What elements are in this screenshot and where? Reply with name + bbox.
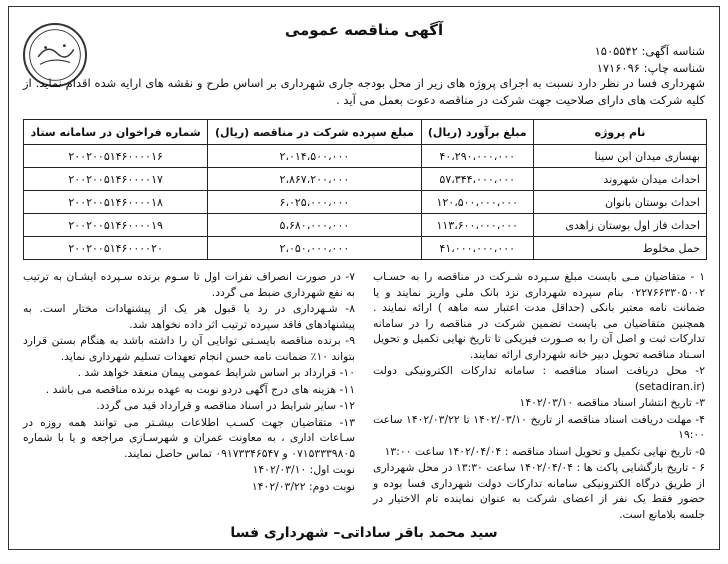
- condition-item: ۱۰- قرارداد بر اساس شرایط عمومی پیمان منعقد خواهد شد .: [77, 366, 355, 379]
- tender-notice: [8, 6, 720, 550]
- estimate-amount: ۵۷،۳۴۴،۰۰۰،۰۰۰: [421, 168, 533, 191]
- notice-meta: [595, 43, 705, 77]
- deposit-amount: ۲،۰۵۰،۰۰۰،۰۰۰: [208, 237, 421, 260]
- deposit-amount: ۵،۶۸۰،۰۰۰،۰۰۰: [208, 214, 421, 237]
- project-name: بهسازی میدان ابن سینا: [534, 145, 707, 168]
- table-row: [24, 214, 707, 237]
- condition-item: ۳- تاریخ انتشار اسناد مناقصه ۱۴۰۲/۰۳/۱۰: [519, 396, 705, 409]
- condition-item: ۹- برنده مناقصه بایسـتی توانایی آن را داشته باشد به هنگام بستن قرارد بتواند ۱۰٪ ضمانت نامه حسن انجام تعهدات تسلیم شهرداری نماید.: [23, 334, 355, 363]
- project-name: احداث میدان شهروند: [534, 168, 707, 191]
- notice-number: شناسه آگهی: ۱۵۰۵۵۴۲: [594, 44, 705, 58]
- estimate-amount: ۴۱،۰۰۰،۰۰۰،۰۰۰: [421, 237, 533, 260]
- condition-item: ۵- تاریخ نهایی تکمیل و تحویل اسناد مناقصه : ۱۴۰۲/۰۴/۰۴ ساعت ۱۳:۰۰: [384, 444, 705, 458]
- estimate-amount: ۱۱۳،۶۰۰،۰۰۰،۰۰۰: [421, 214, 533, 237]
- estimate-amount: ۱۲۰،۵۰۰،۰۰۰،۰۰۰: [421, 191, 533, 214]
- header-estimate: مبلغ برآورد (ریال): [421, 120, 533, 145]
- table-row: [24, 168, 707, 191]
- projects-table: [23, 119, 707, 260]
- call-number: ۲۰۰۲۰۰۵۱۴۶۰۰۰۰۱۸: [24, 191, 208, 214]
- signature: سید محمد باقر ساداتی– شهرداری فسا: [230, 525, 498, 541]
- table-row: [24, 145, 707, 168]
- project-name: احداث بوستان بانوان: [534, 191, 707, 214]
- table-header-row: [24, 120, 707, 145]
- call-number: ۲۰۰۲۰۰۵۱۴۶۰۰۰۰۱۷: [24, 168, 208, 191]
- deposit-amount: ۲،۸۶۷،۲۰۰،۰۰۰: [208, 168, 421, 191]
- condition-item: ۷- در صورت انصراف نفرات اول تا سـوم برنده سـپرده ایشـان به ترتیب به نفع شهرداری ضبط می گردد.: [23, 270, 355, 299]
- print-number: شناسه چاپ: ۱۷۱۶۰۹۶: [596, 61, 705, 75]
- call-number: ۲۰۰۲۰۰۵۱۴۶۰۰۰۰۱۹: [24, 214, 208, 237]
- condition-item: ۱ - متقاضیان مـی بایست مبلغ سـپرده شـرکت در مناقصه را به حسـاب ۰۲۲۷۶۶۳۳۰۵۰۰۲ بنام سپرده شهرداری نزد بانک ملی واریز نمایند و یا ضمانت نامه معتبر بانکی (حداقل مدت اعتبار سه ماهه ) ارائه نمایند . همچنین متقاضیان می بایست تضمین شرکت در مناقصه را در سامانه تدارکات ثبت و اصل آن را به صـورت فیزیکی تا تاریخ نهایی تکمیل و تحویل اسـناد مناقصه تحویل دبیر خانه شهرداری ارائه نمایند.: [373, 270, 705, 361]
- condition-item: ۱۲- سایر شرایط در اسناد مناقصه و قرارداد قید می گردد.: [96, 399, 355, 412]
- estimate-amount: ۴۰،۲۹۰،۰۰۰،۰۰۰: [421, 145, 533, 168]
- condition-item: ۶ - تاریخ بازگشایی پاکت ها : ۱۴۰۲/۰۴/۰۴ ساعت ۱۳:۳۰ در محل شهرداری از طریق درگاه الکترونیکی سامانه تدارکات دولت شهرداری فسا بوده و حضور فقط یک نفر از اعضای شرکت به عنوان نماینده تام الاختیار در جلسه بلامانع است.: [373, 461, 706, 521]
- publication-date-first: نوبت اول: ۱۴۰۲/۰۳/۱۰: [252, 463, 355, 476]
- publication-date-second: نوبت دوم: ۱۴۰۲/۰۳/۲۲: [251, 479, 355, 493]
- condition-item: ۸- شـهرداری در رد یا قبول هر یک از پیشنهادات مختار است. به پیشنهادهای فاقد سپرده ترتیب اثر داده نخواهد شد.: [23, 302, 355, 331]
- conditions-left-column: [23, 269, 355, 523]
- condition-item: ۴- مهلت دریافت اسناد مناقصه از تاریخ ۱۴۰۲/۰۳/۱۰ تا ۱۴۰۲/۰۳/۲۲ ساعت ۱۹:۰۰: [373, 412, 705, 441]
- call-number: ۲۰۰۲۰۰۵۱۴۶۰۰۰۰۲۰: [24, 237, 208, 260]
- conditions-right-column: [373, 269, 705, 523]
- project-name: احداث فاز اول بوستان زاهدی: [534, 214, 707, 237]
- condition-item: ۱۳- متقاضیان جهت کسـب اطلاعات بیشـتر می توانند همه روزه در سـاعات اداری ، به معاونت عمران و شهرسـازی مراجعه و یا با شماره ۰۷۱۵۳۳۳۹۸۰۵ و ۰۹۱۷۳۳۴۶۵۴۷ تماس حاصل نمایند.: [23, 415, 355, 460]
- project-name: حمل مخلوط: [534, 237, 707, 260]
- condition-item: ۱۱- هزینه های درج آگهی دردو نوبت به عهده برنده مناقصه می باشد .: [45, 382, 355, 396]
- condition-item: ۲- محل دریافت اسناد مناقصه : سامانه تدارکات الکترونیکی دولت (setadiran.ir): [373, 364, 705, 393]
- notice-intro: شهرداری فسا در نظر دارد نسبت به اجرای پروژه های زیر از محل بودجه جاری شهرداری بر اساس طرح و نقشه های ارایه شده اقدام نماید. از کلیه شرکت های دارای صلاحیت جهت شرکت در مناقصه دعوت بعمل می آید .: [23, 76, 705, 107]
- table-row: [24, 237, 707, 260]
- conditions: [23, 269, 705, 523]
- deposit-amount: ۶،۰۲۵،۰۰۰،۰۰۰: [208, 191, 421, 214]
- call-number: ۲۰۰۲۰۰۵۱۴۶۰۰۰۰۱۶: [24, 145, 208, 168]
- header-project-name: نام پروژه: [534, 120, 707, 145]
- header-call-number: شماره فراخوان در سامانه ستاد: [24, 120, 208, 145]
- table-row: [24, 191, 707, 214]
- deposit-amount: ۲،۰۱۴،۵۰۰،۰۰۰: [208, 145, 421, 168]
- header-deposit: مبلغ سپرده شرکت در مناقصه (ریال): [208, 120, 421, 145]
- notice-title: آگهی مناقصه عمومی: [284, 21, 444, 39]
